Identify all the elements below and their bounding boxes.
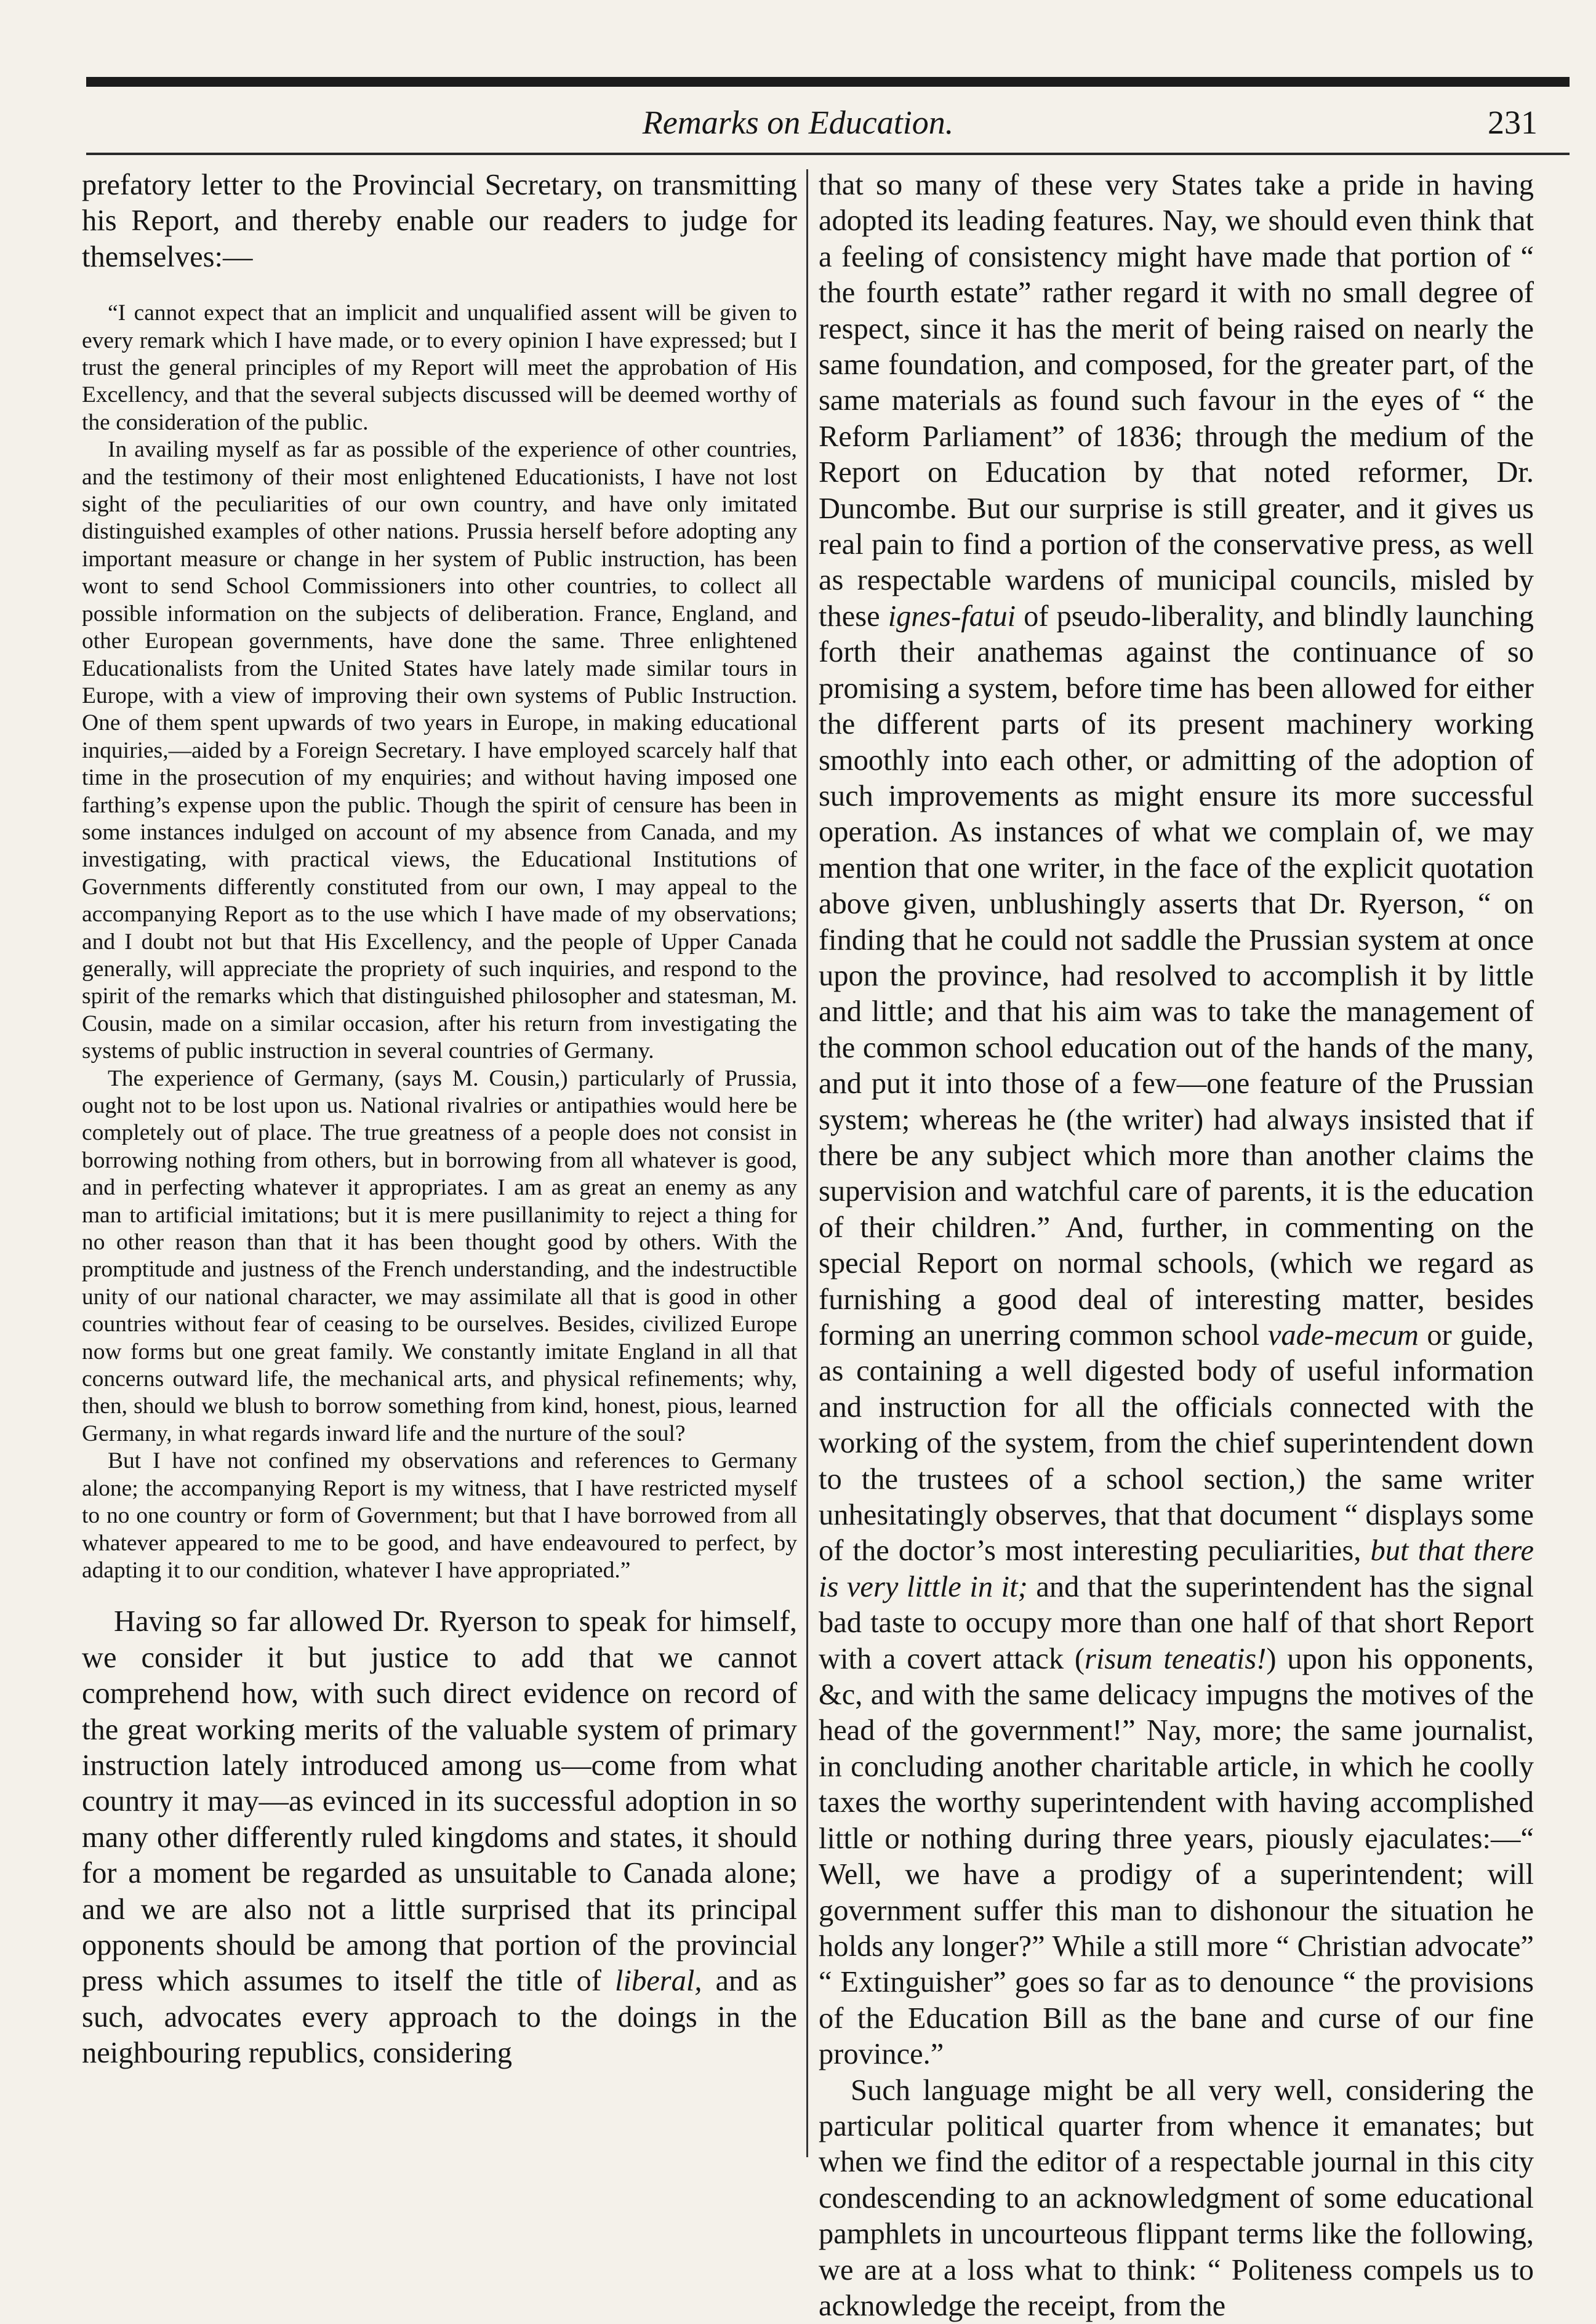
text-run: that so many of these very States take a pride in having adopted its leading features. Nay, we should even think that a feeling of consistency might have made that portion of “ the fourth estate” rather regard it with no small degree of respect, since it has the merit of being raised on nearly the same foundation, and composed, for the greater part, of the same materials as found such favour in the eyes of “ the Reform Parliament” of 1836; through the medium of the Report on Education by that noted reformer, Dr. Duncombe. But our surprise is still greater, and it gives us real pain to find a portion of the conservative press, as well as respectable wardens of municipal councils, misled by these	[819, 169, 1534, 633]
right-paragraph-1	[819, 167, 1534, 2073]
intro-paragraph: prefatory letter to the Provincial Secretary, on transmitting his Report, and thereby enable our readers to judge for themselves:—	[82, 169, 797, 273]
italic-emphasis: but that there is very little in it;	[819, 1534, 1534, 1603]
column-divider	[806, 169, 808, 2157]
quote-paragraph-2: In availing myself as far as possible of the experience of other countries, and the testimony of their most enlightened Educationists, I have not lost sight of the peculiarities of our own country, and have only imitated distinguished examples of other nations. Prussia herself before adopting any important measure or change in her system of Public instruction, has been wont to send School Commissioners into other countries, to collect all possible information on the subjects of deliberation. France, England, and other European governments, have done the same. Three enlightened Educationalists from the United States have lately made similar tours in Europe, with a view of improving their own systems of Public Instruction. One of them spent upwards of two years in Europe, in making educational inquiries,—aided by a Foreign Secretary. I have employed scarcely half that time in the prosecution of my enquiries; and without having imposed one farthing’s expense upon the public. Though the spirit of censure has been in some instances indulged on account of my absence from Canada, and my investigating, with practical views, the Educational Institutions of Governments differently constituted from our own, I may appeal to the accompanying Report as to the use which I have made of my observations; and I doubt not but that His Excellency, and the people of Upper Canada generally, will appreciate the propriety of such inquiries, and respond to the spirit of the remarks which that distinguished philosopher and statesman, M. Cousin, made on a similar occasion, after his return from investigating the systems of public instruction in several countries of Germany.	[82, 437, 797, 1064]
header-rule-thin	[86, 153, 1570, 155]
quote-paragraph-1: “I cannot expect that an implicit and unqualified assent will be given to every remark which I have made, or to every opinion I have expressed; but I trust the general principles of my Report will meet the approbation of His Excellency, and that the several subjects discussed will be deemed worthy of the consideration of the public.	[82, 300, 797, 435]
text-run: ) upon his opponents, &c, and with the same delicacy impugns the motives of the head of the government!” Nay, more; the same journalist, in concluding another charitable article, in which he coolly taxes the worthy superintendent with having accomplished little or nothing during three years, piously ejaculates:—“ Well, we have a prodigy of a superintendent; will government suffer this man to dishonour the situation he holds any longer?” While a still more “ Christian advocate” “ Extinguisher” goes so far as to denounce “ the provisions of the Education Bill as the bane and curse of our fine province.”	[819, 1642, 1534, 2071]
text-run: and that the superintendent has the signal bad taste to occupy more than one half of that short Report with a covert attack (	[819, 1570, 1534, 1675]
right-paragraph-2: Such language might be all very well, considering the particular political quarter from whence it emanates; but when we find the editor of a respectable journal in this city condescending to an acknowledgment of some educational pamphlets in uncourteous flippant terms like the following, we are at a loss what to think: “ Politeness compels us to acknowledge the receipt, from the	[819, 2074, 1534, 2322]
running-title: Remarks on Education.	[642, 104, 954, 141]
right-column	[819, 167, 1534, 2324]
text-run: or guide, as containing a well digested body of useful information and instruction for all the officials connected with the working of the system, from the chief superintendent down to the trustees of a school section,) the same writer unhesitatingly observes, that that document “ displays some of the doctor’s most interesting peculiarities,	[819, 1319, 1534, 1568]
page-number: 231	[1488, 104, 1538, 141]
body-text: Having so far allowed Dr. Ryerson to speak for himself, we consider it but justice to add that we cannot comprehend how, with such direct evidence on record of the great working merits of the valuable system of primary instruction lately introduced among us—come from what country it may—as evinced in its successful adoption in so many other differently ruled kingdoms and states, it should for a moment be regarded as unsuitable to Canada alone; and we are also not a little surprised that its principal opponents should be among that portion of the provincial press which assumes to itself the title of	[82, 1605, 797, 1998]
text-run: of pseudo-liberality, and blindly launching forth their anathemas against the continuance of so promising a system, before time has been allowed for either the different parts of its present machinery working smoothly into each other, or admitting of the adoption of such improvements as might ensure its more successful operation. As instances of what we complain of, we may mention that one writer, in the face of the explicit quotation above given, unblushingly asserts that Dr. Ryerson, “ on finding that he could not saddle the Prussian system at once upon the province, had resolved to accomplish it by little and little; and that his aim was to take the management of the common school education out of the hands of the many, and put it into those of a few—one feature of the Prussian system; whereas he (the writer) had always insisted that if there be any subject which more than another claims the supervision and watchful care of parents, it is the education of their children.” And, further, in commenting on the special Report on normal schools, (which we regard as furnishing a good deal of interesting matter, besides forming an unerring common school	[819, 599, 1534, 1352]
italic-ignes-fatui: ignes-fatui	[888, 599, 1016, 633]
body-text-end: and as such, advocates every approach to the doings in the neighbouring republics, considering	[82, 1965, 797, 2070]
header-rule-thick	[86, 77, 1570, 87]
quote-paragraph-3: The experience of Germany, (says M. Cousin,) particularly of Prussia, ought not to be lost upon us. National rivalries or antipathies would here be completely out of place. The true greatness of a people does not consist in borrowing nothing from others, but in borrowing from all whatever is good, and in perfecting whatever it appropriates. I am as great an enemy as any man to artificial imitations; but it is mere pusillanimity to reject a thing for no other reason than that it has been thought good by others. With the promptitude and justness of the French understanding, and the indestructible unity of our national character, we may assimilate all that is good in other countries without fear of ceasing to be ourselves. Besides, civilized Europe now forms but one great family. We constantly imitate England in all that concerns outward life, the mechanical arts, and physical refinements; why, then, should we blush to borrow something from kind, honest, pious, learned Germany, in what regards inward life and the nurture of the soul?	[82, 1065, 797, 1446]
left-column	[82, 167, 797, 2072]
italic-liberal: liberal,	[615, 1965, 702, 1998]
italic-vade-mecum: vade-mecum	[1267, 1319, 1419, 1352]
italic-risum-teneatis: risum teneatis!	[1085, 1642, 1267, 1675]
body-paragraph	[82, 1604, 797, 2071]
quote-paragraph-4: But I have not confined my observations and references to Germany alone; the accompanying Report is my witness, that I have restricted myself to no one country or form of Government; but that I have borrowed from all whatever appeared to me to be good, and have endeavoured to perfect, by adapting it to our condition, whatever I have appropriated.”	[82, 1448, 797, 1583]
